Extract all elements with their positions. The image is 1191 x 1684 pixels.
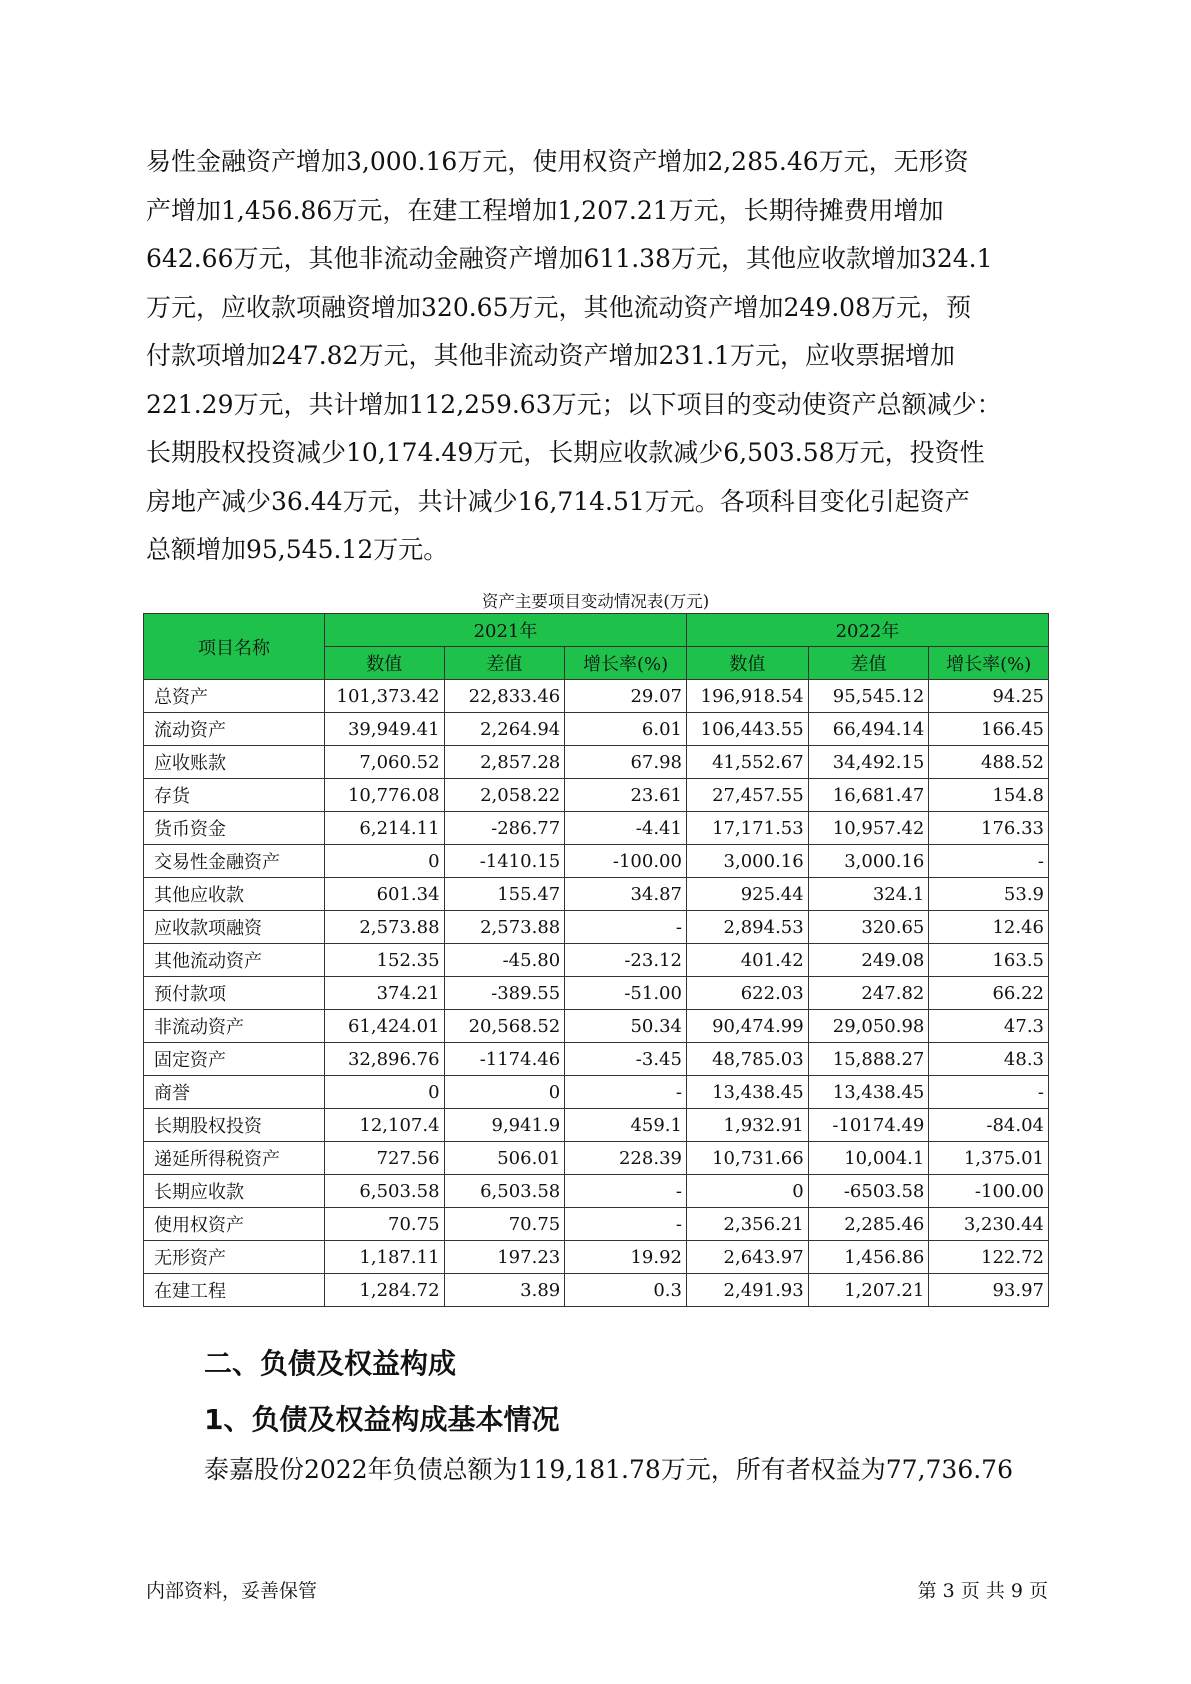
row-cell-d1: 20,568.52 xyxy=(444,1010,565,1043)
table-row xyxy=(144,1109,1049,1142)
row-cell-v2: 27,457.55 xyxy=(686,779,808,812)
row-cell-r1: 29.07 xyxy=(565,680,687,713)
row-item-name: 货币资金 xyxy=(144,812,325,845)
row-cell-d1: 6,503.58 xyxy=(444,1175,565,1208)
row-cell-r1: 6.01 xyxy=(565,713,687,746)
row-cell-v1: 0 xyxy=(324,1076,444,1109)
row-cell-v2: 622.03 xyxy=(686,977,808,1010)
row-item-name: 应收款项融资 xyxy=(144,911,325,944)
row-cell-r2: 163.5 xyxy=(929,944,1049,977)
row-cell-v1: 32,896.76 xyxy=(324,1043,444,1076)
table-row xyxy=(144,1175,1049,1208)
intro-line: 长期股权投资减少10,174.49万元，长期应收款减少6,503.58万元，投资性 xyxy=(146,438,985,467)
row-cell-d2: 10,004.1 xyxy=(808,1142,929,1175)
row-cell-v2: 2,894.53 xyxy=(686,911,808,944)
row-cell-v2: 2,356.21 xyxy=(686,1208,808,1241)
row-cell-v2: 2,491.93 xyxy=(686,1274,808,1307)
row-item-name: 商誉 xyxy=(144,1076,325,1109)
row-cell-d2: 3,000.16 xyxy=(808,845,929,878)
row-cell-v2: 106,443.55 xyxy=(686,713,808,746)
row-item-name: 递延所得税资产 xyxy=(144,1142,325,1175)
row-item-name: 长期应收款 xyxy=(144,1175,325,1208)
row-cell-v1: 1,187.11 xyxy=(324,1241,444,1274)
row-item-name: 其他流动资产 xyxy=(144,944,325,977)
table-row xyxy=(144,1241,1049,1274)
row-cell-r1: -3.45 xyxy=(565,1043,687,1076)
table-row xyxy=(144,713,1049,746)
table-body xyxy=(144,680,1049,1307)
row-cell-v1: 374.21 xyxy=(324,977,444,1010)
row-cell-r2: 12.46 xyxy=(929,911,1049,944)
row-cell-r1: 459.1 xyxy=(565,1109,687,1142)
liabilities-paragraph: 泰嘉股份2022年负债总额为119,181.78万元，所有者权益为77,736.76 xyxy=(204,1455,1013,1484)
table-row xyxy=(144,680,1049,713)
table-row xyxy=(144,746,1049,779)
row-cell-d1: -389.55 xyxy=(444,977,565,1010)
row-cell-r1: 19.92 xyxy=(565,1241,687,1274)
row-cell-r2: 53.9 xyxy=(929,878,1049,911)
row-item-name: 应收账款 xyxy=(144,746,325,779)
table-row xyxy=(144,878,1049,911)
row-item-name: 在建工程 xyxy=(144,1274,325,1307)
row-item-name: 预付款项 xyxy=(144,977,325,1010)
row-cell-r1: 50.34 xyxy=(565,1010,687,1043)
row-cell-v2: 10,731.66 xyxy=(686,1142,808,1175)
row-cell-d1: 9,941.9 xyxy=(444,1109,565,1142)
table-caption: 资产主要项目变动情况表(万元) xyxy=(481,592,710,611)
row-item-name: 流动资产 xyxy=(144,713,325,746)
row-cell-d2: 249.08 xyxy=(808,944,929,977)
row-cell-d2: -6503.58 xyxy=(808,1175,929,1208)
row-cell-v1: 101,373.42 xyxy=(324,680,444,713)
row-cell-d1: 197.23 xyxy=(444,1241,565,1274)
row-cell-d2: 13,438.45 xyxy=(808,1076,929,1109)
row-cell-d1: 0 xyxy=(444,1076,565,1109)
intro-line: 总额增加95,545.12万元。 xyxy=(146,535,449,564)
row-cell-d2: 1,207.21 xyxy=(808,1274,929,1307)
row-cell-d2: 29,050.98 xyxy=(808,1010,929,1043)
row-cell-d2: 1,456.86 xyxy=(808,1241,929,1274)
row-item-name: 长期股权投资 xyxy=(144,1109,325,1142)
intro-line: 付款项增加247.82万元，其他非流动资产增加231.1万元，应收票据增加 xyxy=(146,341,956,370)
row-cell-v2: 3,000.16 xyxy=(686,845,808,878)
row-cell-v2: 13,438.45 xyxy=(686,1076,808,1109)
table-row xyxy=(144,1076,1049,1109)
row-cell-d2: 66,494.14 xyxy=(808,713,929,746)
table-row xyxy=(144,1142,1049,1175)
row-cell-r1: 228.39 xyxy=(565,1142,687,1175)
row-cell-v1: 39,949.41 xyxy=(324,713,444,746)
row-cell-r1: 34.87 xyxy=(565,878,687,911)
intro-line: 221.29万元，共计增加112,259.63万元；以下项目的变动使资产总额减少： xyxy=(146,389,1002,419)
row-cell-r2: 94.25 xyxy=(929,680,1049,713)
row-cell-r1: -100.00 xyxy=(565,845,687,878)
row-cell-r2: 48.3 xyxy=(929,1043,1049,1076)
row-cell-v2: 0 xyxy=(686,1175,808,1208)
table-row xyxy=(144,812,1049,845)
row-cell-d2: 2,285.46 xyxy=(808,1208,929,1241)
row-cell-r2: 93.97 xyxy=(929,1274,1049,1307)
row-cell-r1: 0.3 xyxy=(565,1274,687,1307)
row-cell-r1: - xyxy=(565,1208,687,1241)
row-cell-d2: 16,681.47 xyxy=(808,779,929,812)
row-cell-v1: 727.56 xyxy=(324,1142,444,1175)
row-cell-v1: 61,424.01 xyxy=(324,1010,444,1043)
row-cell-r2: 3,230.44 xyxy=(929,1208,1049,1241)
intro-paragraph xyxy=(146,138,1051,575)
header-year-2021: 2021年 xyxy=(324,614,686,647)
row-item-name: 其他应收款 xyxy=(144,878,325,911)
row-cell-r2: 66.22 xyxy=(929,977,1049,1010)
row-item-name: 交易性金融资产 xyxy=(144,845,325,878)
row-cell-d1: -1174.46 xyxy=(444,1043,565,1076)
header-value-2022: 数值 xyxy=(686,647,808,680)
row-cell-r1: 67.98 xyxy=(565,746,687,779)
row-cell-r2: 154.8 xyxy=(929,779,1049,812)
row-item-name: 无形资产 xyxy=(144,1241,325,1274)
asset-changes-table xyxy=(143,613,1049,1307)
row-cell-v2: 401.42 xyxy=(686,944,808,977)
row-cell-r2: 176.33 xyxy=(929,812,1049,845)
row-cell-d1: 506.01 xyxy=(444,1142,565,1175)
row-cell-v1: 6,503.58 xyxy=(324,1175,444,1208)
row-cell-v1: 12,107.4 xyxy=(324,1109,444,1142)
row-cell-r1: 23.61 xyxy=(565,779,687,812)
row-cell-d1: 70.75 xyxy=(444,1208,565,1241)
section-heading: 二、负债及权益构成 xyxy=(204,1347,457,1380)
row-cell-r1: - xyxy=(565,911,687,944)
row-cell-r2: 166.45 xyxy=(929,713,1049,746)
row-cell-v1: 0 xyxy=(324,845,444,878)
row-cell-r1: - xyxy=(565,1175,687,1208)
header-diff-2022: 差值 xyxy=(808,647,929,680)
header-value-2021: 数值 xyxy=(324,647,444,680)
row-item-name: 存货 xyxy=(144,779,325,812)
row-cell-d1: 155.47 xyxy=(444,878,565,911)
row-cell-d1: 2,857.28 xyxy=(444,746,565,779)
table-row xyxy=(144,1010,1049,1043)
row-cell-r1: - xyxy=(565,1076,687,1109)
row-cell-r1: -23.12 xyxy=(565,944,687,977)
row-cell-v2: 2,643.97 xyxy=(686,1241,808,1274)
table-row xyxy=(144,911,1049,944)
row-item-name: 使用权资产 xyxy=(144,1208,325,1241)
row-cell-d2: -10174.49 xyxy=(808,1109,929,1142)
table-row xyxy=(144,1274,1049,1307)
row-cell-v2: 48,785.03 xyxy=(686,1043,808,1076)
row-cell-v1: 7,060.52 xyxy=(324,746,444,779)
row-cell-r2: -84.04 xyxy=(929,1109,1049,1142)
row-cell-v1: 6,214.11 xyxy=(324,812,444,845)
row-cell-d1: 3.89 xyxy=(444,1274,565,1307)
intro-line: 642.66万元，其他非流动金融资产增加611.38万元，其他应收款增加324.1 xyxy=(146,244,993,273)
row-cell-r1: -4.41 xyxy=(565,812,687,845)
row-cell-v2: 1,932.91 xyxy=(686,1109,808,1142)
row-cell-d1: 22,833.46 xyxy=(444,680,565,713)
row-cell-d2: 247.82 xyxy=(808,977,929,1010)
table-row xyxy=(144,977,1049,1010)
row-cell-v2: 925.44 xyxy=(686,878,808,911)
header-item-name: 项目名称 xyxy=(144,614,325,680)
row-cell-r2: - xyxy=(929,845,1049,878)
header-rate-2021: 增长率(%) xyxy=(565,647,687,680)
row-cell-v2: 41,552.67 xyxy=(686,746,808,779)
header-rate-2022: 增长率(%) xyxy=(929,647,1049,680)
row-cell-r2: -100.00 xyxy=(929,1175,1049,1208)
row-item-name: 非流动资产 xyxy=(144,1010,325,1043)
row-cell-v1: 70.75 xyxy=(324,1208,444,1241)
row-cell-r1: -51.00 xyxy=(565,977,687,1010)
row-cell-r2: - xyxy=(929,1076,1049,1109)
row-cell-d1: 2,264.94 xyxy=(444,713,565,746)
row-cell-d1: 2,573.88 xyxy=(444,911,565,944)
row-cell-d2: 95,545.12 xyxy=(808,680,929,713)
row-cell-v1: 10,776.08 xyxy=(324,779,444,812)
row-cell-v1: 601.34 xyxy=(324,878,444,911)
row-cell-d2: 10,957.42 xyxy=(808,812,929,845)
row-cell-d2: 320.65 xyxy=(808,911,929,944)
row-cell-r2: 122.72 xyxy=(929,1241,1049,1274)
row-cell-d2: 15,888.27 xyxy=(808,1043,929,1076)
table-row xyxy=(144,845,1049,878)
row-cell-d1: -286.77 xyxy=(444,812,565,845)
row-cell-v1: 2,573.88 xyxy=(324,911,444,944)
intro-line: 易性金融资产增加3,000.16万元，使用权资产增加2,285.46万元，无形资 xyxy=(146,147,969,176)
header-year-2022: 2022年 xyxy=(686,614,1048,647)
row-cell-d2: 324.1 xyxy=(808,878,929,911)
table-row xyxy=(144,944,1049,977)
row-cell-v1: 1,284.72 xyxy=(324,1274,444,1307)
footer-page-number: 第 3 页 共 9 页 xyxy=(917,1580,1048,1602)
row-item-name: 总资产 xyxy=(144,680,325,713)
row-cell-v2: 196,918.54 xyxy=(686,680,808,713)
row-cell-d1: -1410.15 xyxy=(444,845,565,878)
footer-confidential-note: 内部资料，妥善保管 xyxy=(146,1580,318,1602)
table-row xyxy=(144,1208,1049,1241)
row-cell-d1: 2,058.22 xyxy=(444,779,565,812)
row-cell-v2: 90,474.99 xyxy=(686,1010,808,1043)
row-cell-d2: 34,492.15 xyxy=(808,746,929,779)
table-row xyxy=(144,779,1049,812)
row-cell-r2: 47.3 xyxy=(929,1010,1049,1043)
intro-line: 房地产减少36.44万元，共计减少16,714.51万元。各项科目变化引起资产 xyxy=(146,486,970,516)
row-cell-v1: 152.35 xyxy=(324,944,444,977)
subsection-heading: 1、负债及权益构成基本情况 xyxy=(204,1403,560,1436)
row-cell-r2: 488.52 xyxy=(929,746,1049,779)
intro-line: 万元，应收款项融资增加320.65万元，其他流动资产增加249.08万元，预 xyxy=(146,292,971,322)
row-item-name: 固定资产 xyxy=(144,1043,325,1076)
row-cell-r2: 1,375.01 xyxy=(929,1142,1049,1175)
table-row xyxy=(144,1043,1049,1076)
header-diff-2021: 差值 xyxy=(444,647,565,680)
intro-line: 产增加1,456.86万元，在建工程增加1,207.21万元，长期待摊费用增加 xyxy=(146,195,944,225)
row-cell-d1: -45.80 xyxy=(444,944,565,977)
row-cell-v2: 17,171.53 xyxy=(686,812,808,845)
